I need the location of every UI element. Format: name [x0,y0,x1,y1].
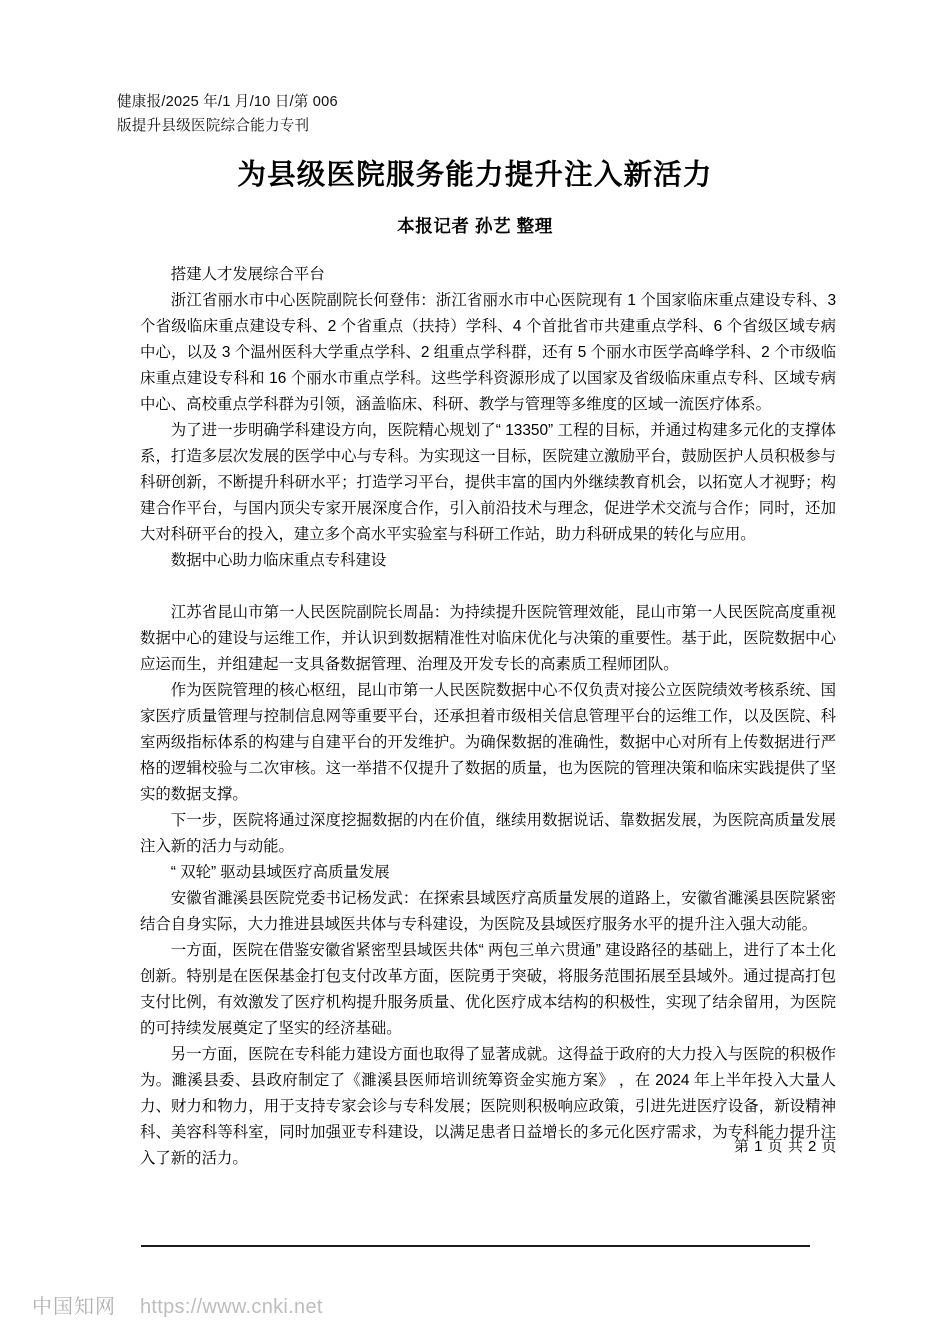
page-indicator: 第 1 页 共 2 页 [733,1138,837,1155]
cnki-brand-text: 中国知网 [32,1296,116,1318]
byline: 本报记者 孙艺 整理 [397,216,553,236]
section-heading-data-center: 数据中心助力临床重点专科建设 [170,552,387,569]
paragraph-specialty-capacity: 另一方面，医院在专科能力建设方面也取得了显著成就。这得益于政府的大力投入与医院的积极作为。濉溪县委、县政府制定了《濉溪县医师培训统筹资金实施方案》 ，在 2024 年上半年投入大量人力、财力和物力，用于支持专家会诊与专科发展；医院则积极响应政策，引进先进医疗设备，新设精神科、美容科等科室，同时加强亚专科建设，以满足患者日益增长的多元化医疗需求，为专科能力提升注入了新的活力。 [140,1046,836,1167]
cnki-url-text: https://www.cnki.net [140,1296,323,1318]
paragraph-13350-project: 为了进一步明确学科建设方向，医院精心规划了“ 13350” 工程的目标，并通过构建多元化的支撑体系，打造多层次发展的医学中心与专科。为实现这一目标，医院建立激励平台，鼓励医护人员积极参与科研创新，不断提升科研水平；打造学习平台，提供丰富的国内外继续教育机会，以拓宽人才视野；构建合作平台，与国内顶尖专家开展深度合作，引入前沿技术与理念，促进学术交流与合作；同时，还加大对科研平台的投入，建立多个高水平实验室与科研工作站，助力科研成果的转化与应用。 [140,422,836,543]
paragraph-data-center-hub: 作为医院管理的核心枢纽，昆山市第一人民医院数据中心不仅负责对接公立医院绩效考核系统、国家医疗质量管理与控制信息网等重要平台，还承担着市级相关信息管理平台的运维工作，以及医院、科室两级指标体系的构建与自建平台的开发维护。为确保数据的准确性，数据中心对所有上传数据进行严格的逻辑校验与二次审核。这一举措不仅提升了数据的质量，也为医院的管理决策和临床实践提供了坚实的数据支撑。 [140,682,836,803]
article-body [140,262,836,1172]
page-title: 为县级医院服务能力提升注入新活力 [237,159,713,191]
paragraph-next-step: 下一步，医院将通过深度挖掘数据的内在价值，继续用数据说话、靠数据发展，为医院高质量发展注入新的活力与动能。 [140,812,836,855]
paragraph-spacer [140,574,836,600]
paragraph-suixi-intro: 安徽省濉溪县医院党委书记杨发武：在探索县域医疗高质量发展的道路上，安徽省濉溪县医院紧密结合自身实际，大力推进县域医共体与专科建设，为医院及县域医疗服务水平的提升注入强大动能。 [140,890,836,933]
source-citation-line-2: 版提升县级医院综合能力专刊 [117,118,310,134]
paragraph-lishui-disciplines: 浙江省丽水市中心医院副院长何登伟：浙江省丽水市中心医院现有 1 个国家临床重点建设专科、3 个省级临床重点建设专科、2 个省重点（扶持）学科、4 个首批省市共建重点学科、6 个省级区域专病中心，以及 3 个温州医科大学重点学科、2 组重点学科群，还有 5 个丽水市医学高峰学科、2 个市级临床重点建设专科和 16 个丽水市重点学科。这些学科资源形成了以国家及省级临床重点专科、区域专病中心、高校重点学科群为引领，涵盖临床、科研、教学与管理等多维度的区域一流医疗体系。 [140,292,836,413]
paragraph-medical-consortium: 一方面，医院在借鉴安徽省紧密型县域医共体“ 两包三单六贯通” 建设路径的基础上，进行了本土化创新。特别是在医保基金打包支付改革方面，医院勇于突破，将服务范围拓展至县域外。通过提高打包支付比例，有效激发了医疗机构提升服务质量、优化医疗成本结构的积极性，实现了结余留用，为医院的可持续发展奠定了坚实的经济基础。 [140,942,837,1037]
cnki-watermark [32,1290,323,1319]
paragraph-kunshan-data-center: 江苏省昆山市第一人民医院副院长周晶：为持续提升医院管理效能，昆山市第一人民医院高度重视数据中心的建设与运维工作，并认识到数据精准性对临床优化与决策的重要性。基于此，医院数据中心应运而生，并组建起一支具备数据管理、治理及开发专长的高素质工程师团队。 [140,604,836,673]
footer-divider [141,1245,810,1247]
section-heading-talent-platform: 搭建人才发展综合平台 [170,266,325,283]
source-citation [117,90,537,138]
source-citation-line-1: 健康报/2025 年/1 月/10 日/第 006 [117,94,338,110]
section-heading-dual-wheel: “ 双轮” 驱动县域医疗高质量发展 [170,864,390,881]
